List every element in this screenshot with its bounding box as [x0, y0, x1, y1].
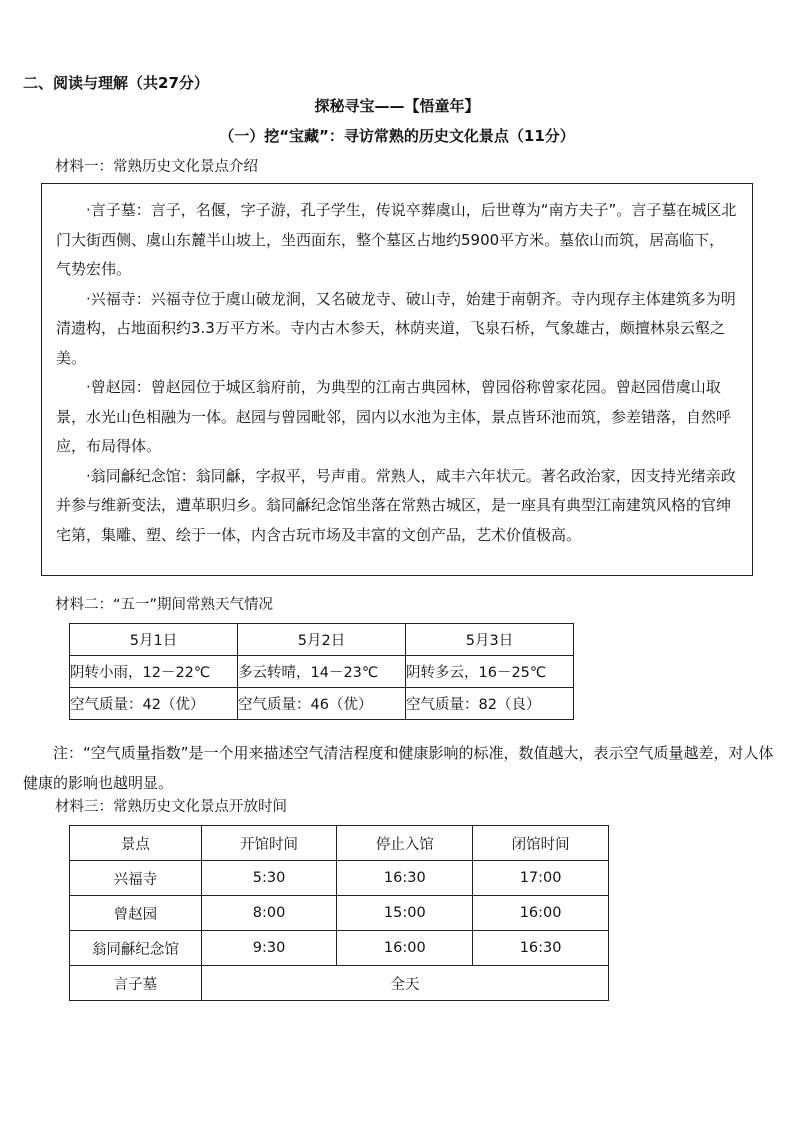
time-cell: 16:30	[337, 861, 473, 896]
time-cell: 9:30	[201, 931, 337, 966]
site-name-cell: 曾赵园	[70, 896, 202, 931]
air-quality-note: 注：“空气质量指数”是一个用来描述空气清洁程度和健康影响的标准，数值越大，表示空气质量越差，对人体健康的影响也越明显。	[23, 744, 774, 792]
air-quality-cell: 空气质量：82（良）	[406, 688, 574, 720]
weather-cell: 阴转多云，16－25℃	[406, 656, 574, 688]
weather-date-header: 5月3日	[406, 624, 574, 656]
time-cell: 16:30	[473, 931, 609, 966]
table-row	[70, 861, 609, 896]
weather-cell: 多云转晴，14－23℃	[238, 656, 406, 688]
material2-label: 材料二：“五一”期间常熟天气情况	[55, 597, 274, 613]
site-name-cell: 言子墓	[70, 966, 202, 1001]
weather-cell: 阴转小雨，12－22℃	[70, 656, 238, 688]
site-name-cell: 兴福寺	[70, 861, 202, 896]
air-quality-cell: 空气质量：42（优）	[70, 688, 238, 720]
hours-header: 闭馆时间	[473, 826, 609, 861]
table-row	[70, 931, 609, 966]
paragraph-zengzhao-garden: ·曾赵园：曾赵园位于城区翁府前，为典型的江南古典园林，曾园俗称曾家花园。曾赵园借虞山取景，水光山色相融为一体。赵园与曾园毗邻，园内以水池为主体，景点皆环池而筑，参差错落，自然呼应，布局得体。	[56, 378, 732, 455]
opening-hours-table	[69, 825, 609, 1001]
time-cell: 8:00	[201, 896, 337, 931]
time-cell: 17:00	[473, 861, 609, 896]
hours-header: 停止入馆	[337, 826, 473, 861]
material1-label: 材料一：常熟历史文化景点介绍	[55, 159, 258, 175]
weather-date-header: 5月2日	[238, 624, 406, 656]
paragraph-yanzi-tomb: ·言子墓：言子，名偃，字子游，孔子学生，传说卒葬虞山，后世尊为“南方夫子”。言子墓在城区北门大街西侧、虞山东麓半山坡上，坐西面东，整个墓区占地约5900平方米。墓依山而筑，居高临下，气势宏伟。	[56, 201, 737, 278]
table-row	[70, 826, 609, 861]
all-day-cell: 全天	[201, 966, 608, 1001]
hours-header: 景点	[70, 826, 202, 861]
paragraph-weng-memorial: ·翁同龢纪念馆：翁同龢，字叔平，号声甫。常熟人，咸丰六年状元。著名政治家，因支持光绪亲政并参与维新变法，遭革职归乡。翁同龢纪念馆坐落在常熟古城区，是一座具有典型江南建筑风格的官绅宅第，集雕、塑、绘于一体，内含古玩市场及丰富的文创产品，艺术价值极高。	[56, 466, 736, 544]
paragraph-xingfu-temple: ·兴福寺：兴福寺位于虞山破龙涧，又名破龙寺、破山寺，始建于南朝齐。寺内现存主体建筑多为明清遗构，占地面积约3.3万平方米。寺内古木参天，林荫夹道，飞泉石桥，气象雄古，颇擅林泉云壑之美。	[56, 289, 736, 367]
site-name-cell: 翁同龢纪念馆	[70, 931, 202, 966]
part-heading: （一）挖“宝藏”：寻访常熟的历史文化景点（11分）	[219, 127, 575, 145]
time-cell: 5:30	[201, 861, 337, 896]
time-cell: 15:00	[337, 896, 473, 931]
weather-date-header: 5月1日	[70, 624, 238, 656]
section-heading: 二、阅读与理解（共27分）	[23, 74, 209, 92]
weather-table	[69, 623, 574, 720]
hours-header: 开馆时间	[201, 826, 337, 861]
material1-box	[41, 183, 753, 576]
air-quality-cell: 空气质量：46（优）	[238, 688, 406, 720]
table-row	[70, 966, 609, 1001]
table-row	[70, 688, 574, 720]
theme-heading: 探秘寻宝——【悟童年】	[314, 97, 480, 115]
material3-label: 材料三：常熟历史文化景点开放时间	[55, 799, 287, 815]
time-cell: 16:00	[337, 931, 473, 966]
table-row	[70, 656, 574, 688]
table-row	[70, 896, 609, 931]
time-cell: 16:00	[473, 896, 609, 931]
table-row	[70, 624, 574, 656]
